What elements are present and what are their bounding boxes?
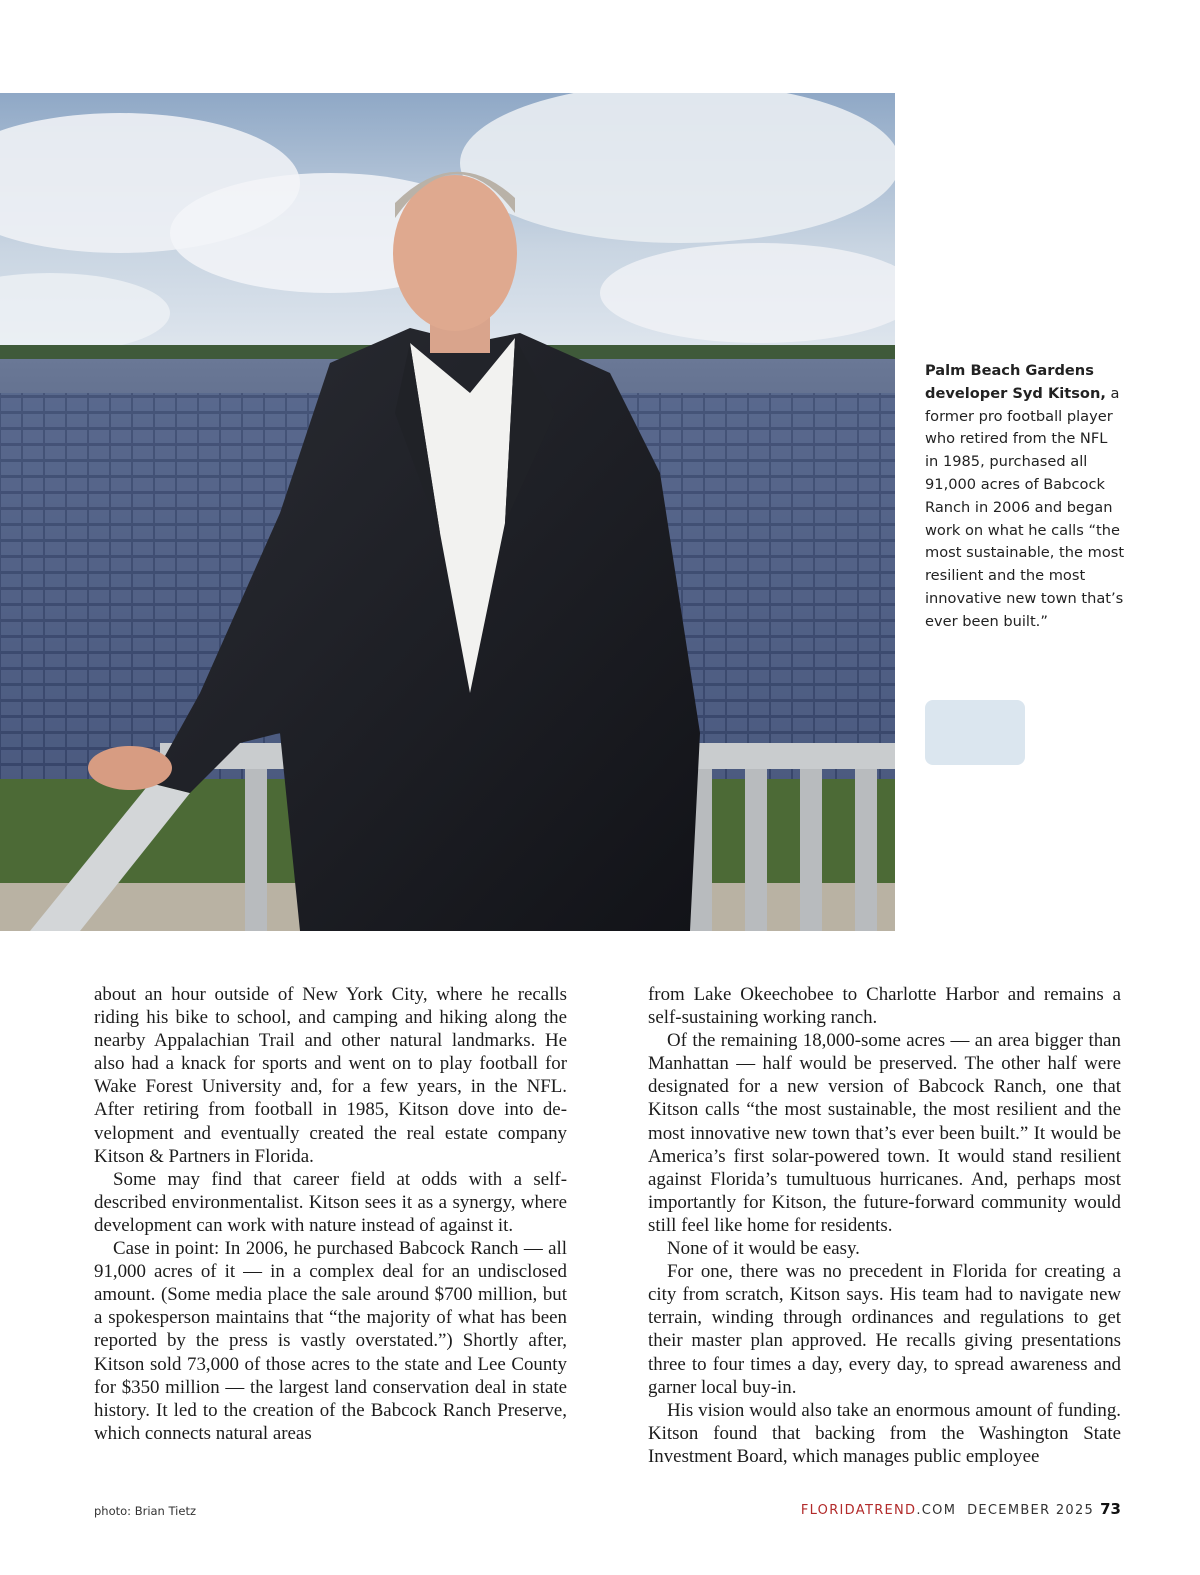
paragraph: For one, there was no precedent in Florida for creating a city from scratch, Kitson says. His team had to navigate new terrain, winding through ordinances and regulations to get their master plan approved. He recalls giving presentations three to four times a day, every day, to spread awareness and garner local buy-in.: [648, 1261, 1121, 1398]
caption-lead: Palm Beach Gardens developer Syd Kitson,: [925, 362, 1106, 402]
caption-color-swatch: [925, 700, 1025, 765]
feature-photo: [0, 93, 895, 931]
paragraph: Of the remaining 18,000-some acres — an area bigger than Manhattan — half would be preserved. The other half were designated for a new version of Babcock Ranch, one that Kitson calls “the most sustainable, the most resilient and the most innovative new town that’s ever been built.” It would be America’s first solar-powered town. It would stand resilient against Florida’s tumultuous hurricanes. And, perhaps most importantly for Kitson, the future-forward community would still feel like home for residents.: [648, 1030, 1121, 1236]
photo-caption: [925, 360, 1125, 634]
page-folio: [801, 1500, 1121, 1518]
paragraph: from Lake Okeechobee to Charlotte Harbor and remains a self-sustaining working ranch.: [648, 984, 1121, 1029]
magazine-domain: .COM: [916, 1503, 957, 1518]
paragraph: about an hour outside of New York City, where he recalls riding his bike to school, and camping and hiking along the nearby Appalachian Trail and other natural landmarks. He also had a knack for sports and went on to play football for Wake Forest University and, for a few years, in the NFL. After retiring from football in 1985, Kitson dove into development and eventually created the real estate company Kitson & Partners in Florida.: [94, 984, 567, 1167]
paragraph: None of it would be easy.: [667, 1238, 860, 1260]
issue-date: DECEMBER 2025: [967, 1503, 1095, 1518]
article-column-left: [94, 983, 567, 1445]
photo-credit: photo: Brian Tietz: [94, 1504, 196, 1518]
paragraph: Case in point: In 2006, he purchased Babcock Ranch — all 91,000 acres of it — in a complex deal for an undisclosed amount. (Some media place the sale around $700 million, but a spokesperson maintains that “the majority of what has been reported by the press is vastly overstated.”) Shortly after, Kitson sold 73,000 of those acres to the state and Lee County for $350 million — the largest land conservation deal in state history. It led to the creation of the Babcock Ranch Preserve, which connects natural areas: [94, 1238, 567, 1444]
paragraph: Some may find that career field at odds with a self-described environmentalist. Kitson sees it as a synergy, where development can work with nature instead of against it.: [94, 1168, 567, 1236]
caption-body: a former pro football player who retired from the NFL in 1985, purchased all 91,000 acres of Babcock Ranch in 2006 and began work on what he calls “the most sustainable, the most resilient and the most innovative new town that’s ever been built.”: [925, 384, 1125, 630]
page-number: 73: [1100, 1500, 1121, 1518]
portrait-illustration: [0, 93, 895, 931]
article-column-right: [648, 983, 1121, 1468]
magazine-brand: FLORIDATREND: [800, 1503, 917, 1518]
paragraph: His vision would also take an enormous amount of funding. Kitson found that backing from the Washington State Investment Board, which manages public employee: [648, 1399, 1121, 1467]
